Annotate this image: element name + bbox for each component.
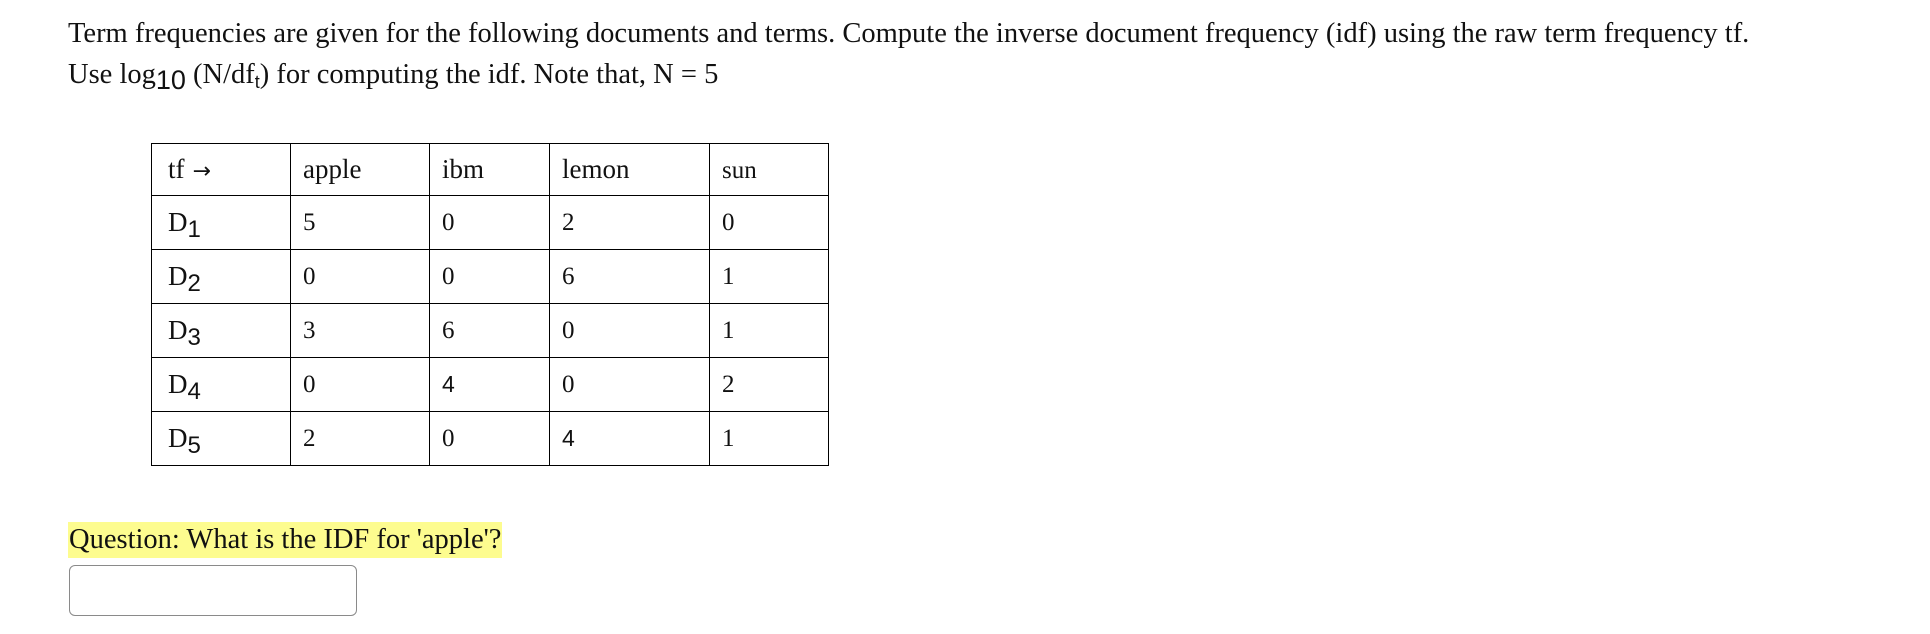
table-cell: 1 [710,304,829,358]
table-cell: 0 [291,250,430,304]
term-header-cell: apple [291,144,430,196]
document-number: 3 [187,324,201,351]
corner-header-cell [152,144,291,196]
table-row [152,358,829,412]
term-frequency-table [151,143,829,466]
document-number: 4 [187,378,201,405]
table-row [152,412,829,466]
table-cell: 2 [550,196,710,250]
table-cell: 0 [550,358,710,412]
table-cell: 0 [430,196,550,250]
table-cell: 1 [710,250,829,304]
log-base-subscript: 10 [155,65,186,95]
table-cell: 0 [291,358,430,412]
problem-line-2 [68,54,1928,97]
document-label-cell [152,304,291,358]
right-arrow-icon: → [192,159,211,184]
document-letter: D [168,261,188,291]
table-cell: 6 [430,304,550,358]
table-cell: 1 [710,412,829,466]
problem-line-1: Term frequencies are given for the following documents and terms. Compute the inverse document frequency (idf) using the raw term frequency tf. [68,18,1750,49]
table-cell: 0 [430,412,550,466]
table-cell: 0 [430,250,550,304]
document-label-cell [152,358,291,412]
table-cell: 6 [550,250,710,304]
document-number: 2 [187,270,201,297]
problem-line-2-mid: (N/df [185,59,255,90]
problem-statement [68,14,1928,97]
table-row [152,250,829,304]
document-letter: D [168,423,188,453]
document-label-cell [152,250,291,304]
table-cell: 5 [291,196,430,250]
table-cell: 0 [710,196,829,250]
document-label-cell [152,412,291,466]
df-subscript: t [254,72,260,92]
answer-input[interactable] [69,565,357,616]
document-letter: D [168,315,188,345]
term-header-label: sun [722,157,757,184]
document-letter: D [168,207,188,237]
tf-label: tf [168,154,185,184]
term-header-cell: lemon [550,144,710,196]
document-number: 1 [187,216,201,243]
problem-line-2-start: Use log [68,59,156,90]
term-header-cell [710,144,829,196]
problem-line-2-end: ) for computing the idf. Note that, N = 5 [259,59,719,90]
table-cell: 3 [291,304,430,358]
table-cell: 2 [291,412,430,466]
table-row [152,304,829,358]
table-cell: 0 [550,304,710,358]
question-prompt: Question: What is the IDF for 'apple'? [68,522,502,558]
term-header-cell: ibm [430,144,550,196]
table-row [152,196,829,250]
table-cell: 4 [550,412,710,466]
table-cell: 2 [710,358,829,412]
table-cell: 4 [430,358,550,412]
table-header-row [152,144,829,196]
document-letter: D [168,369,188,399]
document-label-cell [152,196,291,250]
document-number: 5 [187,432,201,459]
